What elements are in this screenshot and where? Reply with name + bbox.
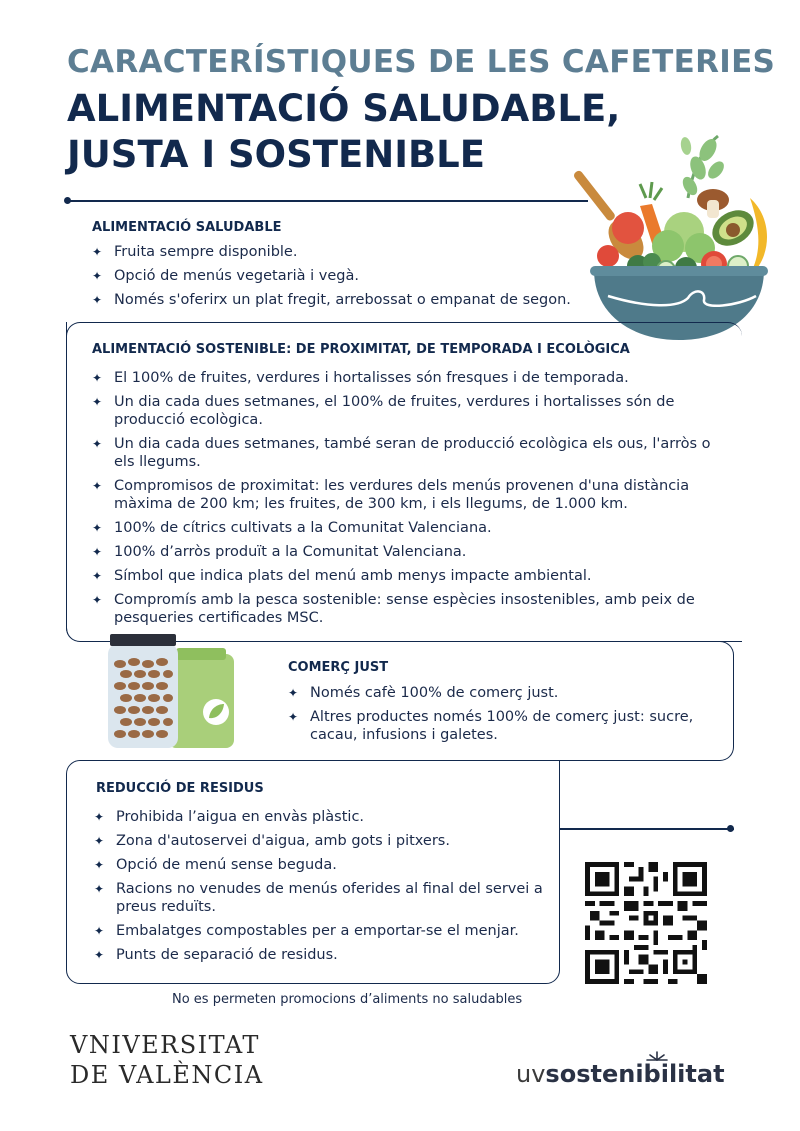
section-title-comerc: COMERÇ JUST	[288, 660, 389, 675]
list-item: ✦ Només s'oferirx un plat fregit, arrebossat o empanat de segon.	[92, 291, 602, 309]
list-sostenible	[92, 369, 712, 633]
page-title-line-1: ALIMENTACIÓ SALUDABLE,	[67, 87, 621, 130]
salad-bowl-icon	[568, 128, 780, 350]
list-item: ✦ Un dia cada dues setmanes, també seran de producció ecològica els ous, l'arròs o els llegums.	[92, 435, 712, 471]
footer-note: No es permeten promocions d’aliments no saludables	[172, 992, 523, 1007]
divider-dot	[727, 825, 734, 832]
list-item: ✦ Compromís amb la pesca sostenible: sense espècies insostenibles, amb peix de pesqueries certificades MSC.	[92, 591, 712, 627]
list-item: ✦ Només cafè 100% de comerç just.	[288, 684, 698, 702]
sun-icon	[646, 1050, 668, 1062]
universitat-logo-line-2: DE VALÈNCIA	[70, 1061, 264, 1089]
list-item: ✦ Racions no venudes de menús oferides al final del servei a preus reduïts.	[94, 880, 544, 916]
list-item: ✦ El 100% de fruites, verdures i hortalisses són fresques i de temporada.	[92, 369, 712, 387]
list-comerc	[288, 684, 698, 750]
page-title	[67, 86, 620, 178]
uvsostenibilitat-logo	[516, 1060, 725, 1088]
list-residus	[94, 808, 544, 970]
divider-line	[68, 200, 588, 202]
page-supertitle: CARACTERÍSTIQUES DE LES CAFETERIES	[67, 44, 776, 80]
page-title-line-2: JUSTA I SOSTENIBLE	[67, 133, 486, 176]
uvsostenibilitat-logo-uv: uv	[516, 1060, 546, 1088]
list-item: ✦ Fruita sempre disponible.	[92, 243, 602, 261]
section-title-sostenible: ALIMENTACIÓ SOSTENIBLE: DE PROXIMITAT, DE TEMPORADA I ECOLÒGICA	[92, 342, 630, 357]
universitat-logo-line-1: VNIVERSITAT	[70, 1031, 260, 1059]
list-item: ✦ Prohibida l’aigua en envàs plàstic.	[94, 808, 544, 826]
uvsostenibilitat-logo-rest: sostenibilitat	[545, 1060, 725, 1088]
list-item: ✦ 100% de cítrics cultivats a la Comunitat Valenciana.	[92, 519, 712, 537]
section-title-residus: REDUCCIÓ DE RESIDUS	[96, 781, 264, 796]
section-title-saludable: ALIMENTACIÓ SALUDABLE	[92, 220, 282, 235]
list-item: ✦ Opció de menú sense beguda.	[94, 856, 544, 874]
divider-line	[560, 828, 734, 830]
list-item: ✦ 100% d’arròs produït a la Comunitat Valenciana.	[92, 543, 712, 561]
universitat-logo	[70, 1030, 264, 1090]
list-item: ✦ Zona d'autoservei d'aigua, amb gots i pitxers.	[94, 832, 544, 850]
list-item: ✦ Compromisos de proximitat: les verdures dels menús provenen d'una distància màxima de 200 km; les fruites, de 300 km, i els llegums, de 1.000 km.	[92, 477, 712, 513]
coffee-jar-icon	[104, 632, 244, 754]
list-item: ✦ Altres productes només 100% de comerç just: sucre, cacau, infusions i galetes.	[288, 708, 698, 744]
list-item: ✦ Punts de separació de residus.	[94, 946, 544, 964]
list-saludable	[92, 243, 602, 315]
list-item: ✦ Embalatges compostables per a emportar-se el menjar.	[94, 922, 544, 940]
list-item: ✦ Símbol que indica plats del menú amb menys impacte ambiental.	[92, 567, 712, 585]
list-item: ✦ Un dia cada dues setmanes, el 100% de fruites, verdures i hortalisses són de producció ecològica.	[92, 393, 712, 429]
qr-code-icon[interactable]	[585, 862, 707, 984]
list-item: ✦ Opció de menús vegetarià i vegà.	[92, 267, 602, 285]
